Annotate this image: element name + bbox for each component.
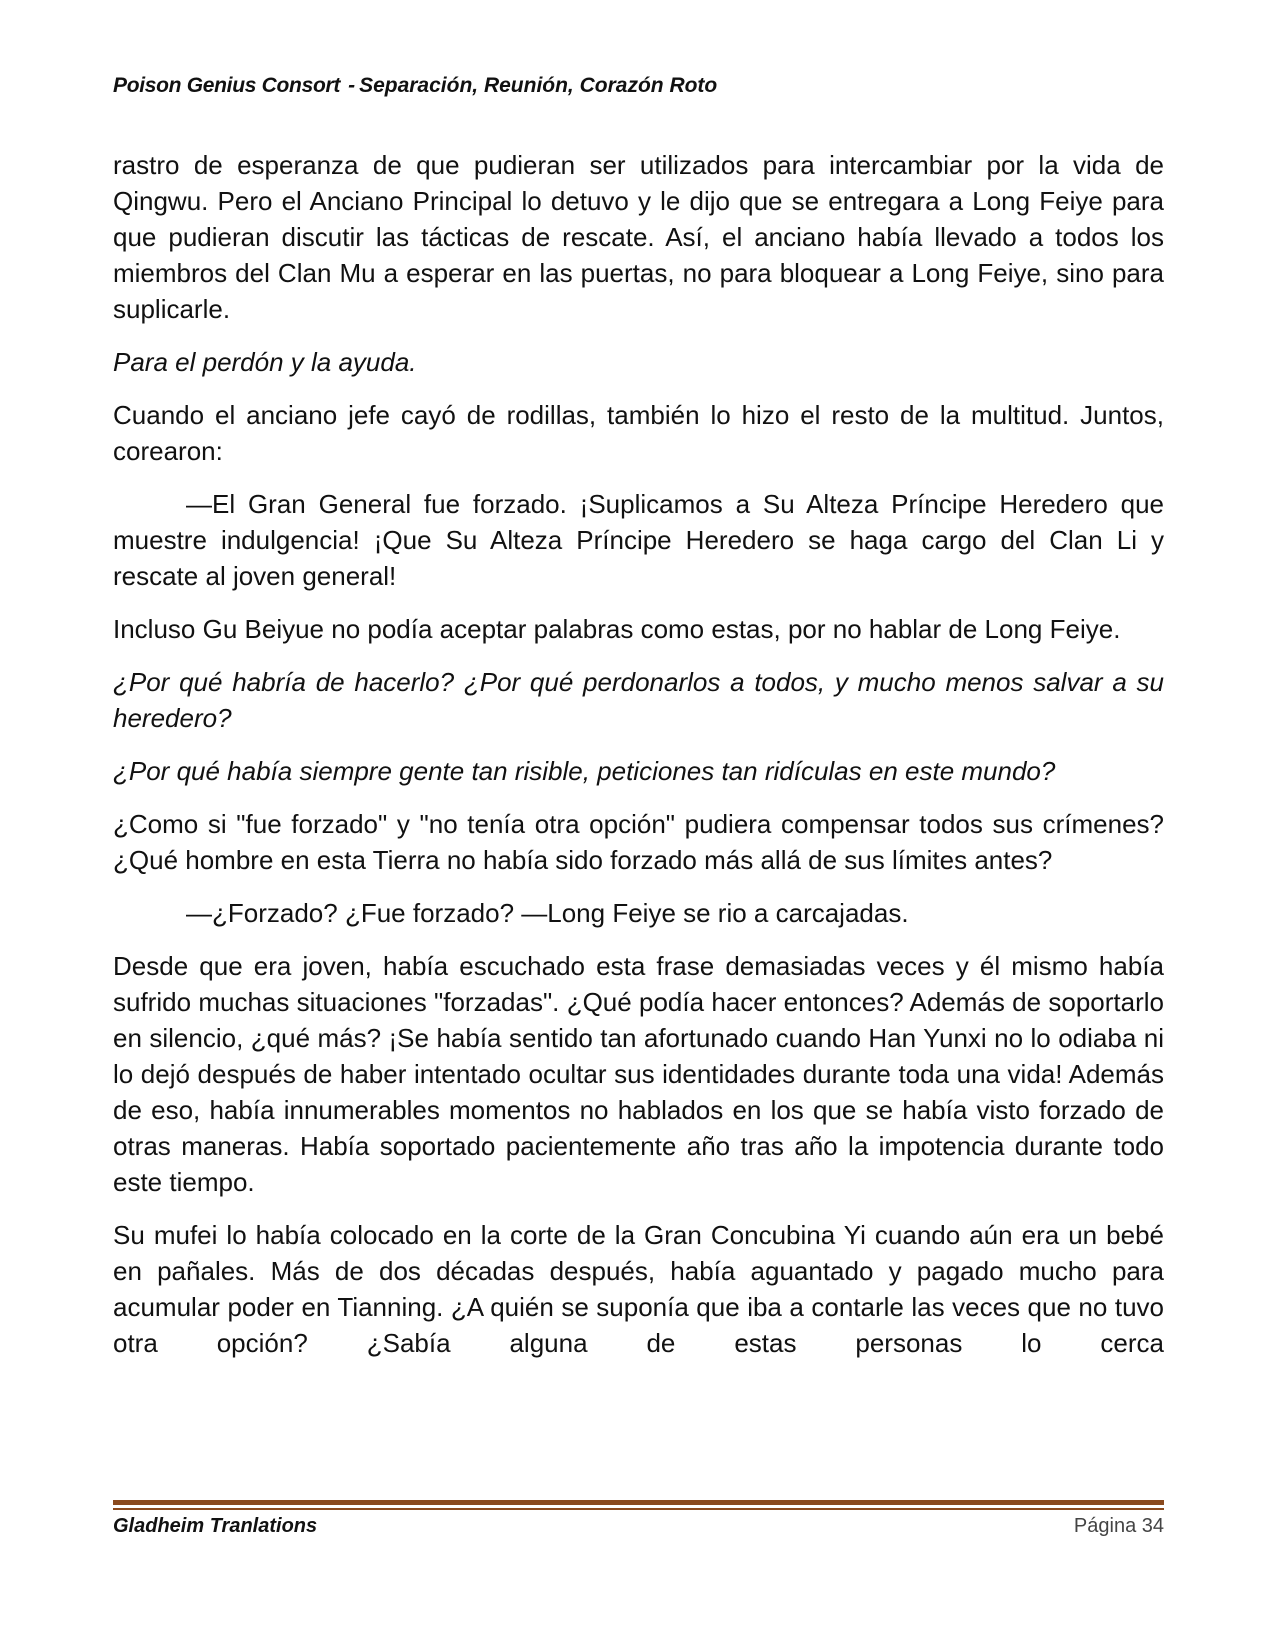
paragraph: Su mufei lo había colocado en la corte de la Gran Concubina Yi cuando aún era un bebé en pañales. Más de dos décadas después, había aguantado y pagado mucho para acumular poder en Tianning. ¿A quién se suponía que iba a contarle las veces que no tuvo otra opción? ¿Sabía alguna de estas personas lo cerca	[113, 1220, 1164, 1358]
paragraph: Desde que era joven, había escuchado esta frase demasiadas veces y él mismo había sufrido muchas situaciones "forzadas". ¿Qué podía hacer entonces? Además de soportarlo en silencio, ¿qué más? ¡Se había sentido tan afortunado cuando Han Yunxi no lo odiaba ni lo dejó después de haber intentado ocultar sus identidades durante toda una vida! Además de eso, había innumerables momentos no hablados en los que se había visto forzado de otras maneras. Había soportado pacientemente año tras año la impotencia durante todo este tiempo.	[113, 951, 1164, 1197]
running-header	[113, 74, 717, 98]
paragraph: Cuando el anciano jefe cayó de rodillas, también lo hizo el resto de la multitud. Juntos, corearon:	[113, 400, 1164, 466]
paragraph-italic: ¿Por qué había siempre gente tan risible, peticiones tan ridículas en este mundo?	[113, 756, 1056, 786]
page-number: Página 34	[1073, 1515, 1164, 1537]
footer-rule	[113, 1500, 1164, 1505]
page-body	[113, 147, 1164, 1378]
paragraph: rastro de esperanza de que pudieran ser utilizados para intercambiar por la vida de Qingwu. Pero el Anciano Principal lo detuvo y le dijo que se entregara a Long Feiye para que pudieran discutir las tácticas de rescate. Así, el anciano había llevado a todos los miembros del Clan Mu a esperar en las puertas, no para bloquear a Long Feiye, sino para suplicarle.	[113, 150, 1164, 324]
publisher-name: Gladheim Tranlations	[113, 1515, 318, 1537]
chapter-title: Separación, Reunión, Corazón Roto	[359, 74, 718, 97]
paragraph-italic: ¿Por qué habría de hacerlo? ¿Por qué perdonarlos a todos, y mucho menos salvar a su heredero?	[113, 667, 1164, 733]
header-separator: -	[348, 74, 356, 97]
footer-rule-thin	[113, 1508, 1164, 1510]
paragraph: ¿Como si "fue forzado" y "no tenía otra opción" pudiera compensar todos sus crímenes? ¿Qué hombre en esta Tierra no había sido forzado más allá de sus límites antes?	[113, 809, 1164, 875]
paragraph: Incluso Gu Beiyue no podía aceptar palabras como estas, por no hablar de Long Feiye.	[113, 614, 1121, 644]
dialogue-paragraph: —El Gran General fue forzado. ¡Suplicamos a Su Alteza Príncipe Heredero que muestre indulgencia! ¡Que Su Alteza Príncipe Heredero se haga cargo del Clan Li y rescate al joven general!	[113, 489, 1164, 591]
paragraph-italic: Para el perdón y la ayuda.	[113, 347, 417, 377]
dialogue-paragraph: —¿Forzado? ¿Fue forzado? —Long Feiye se rio a carcajadas.	[186, 898, 909, 928]
series-title: Poison Genius Consort	[113, 74, 341, 97]
